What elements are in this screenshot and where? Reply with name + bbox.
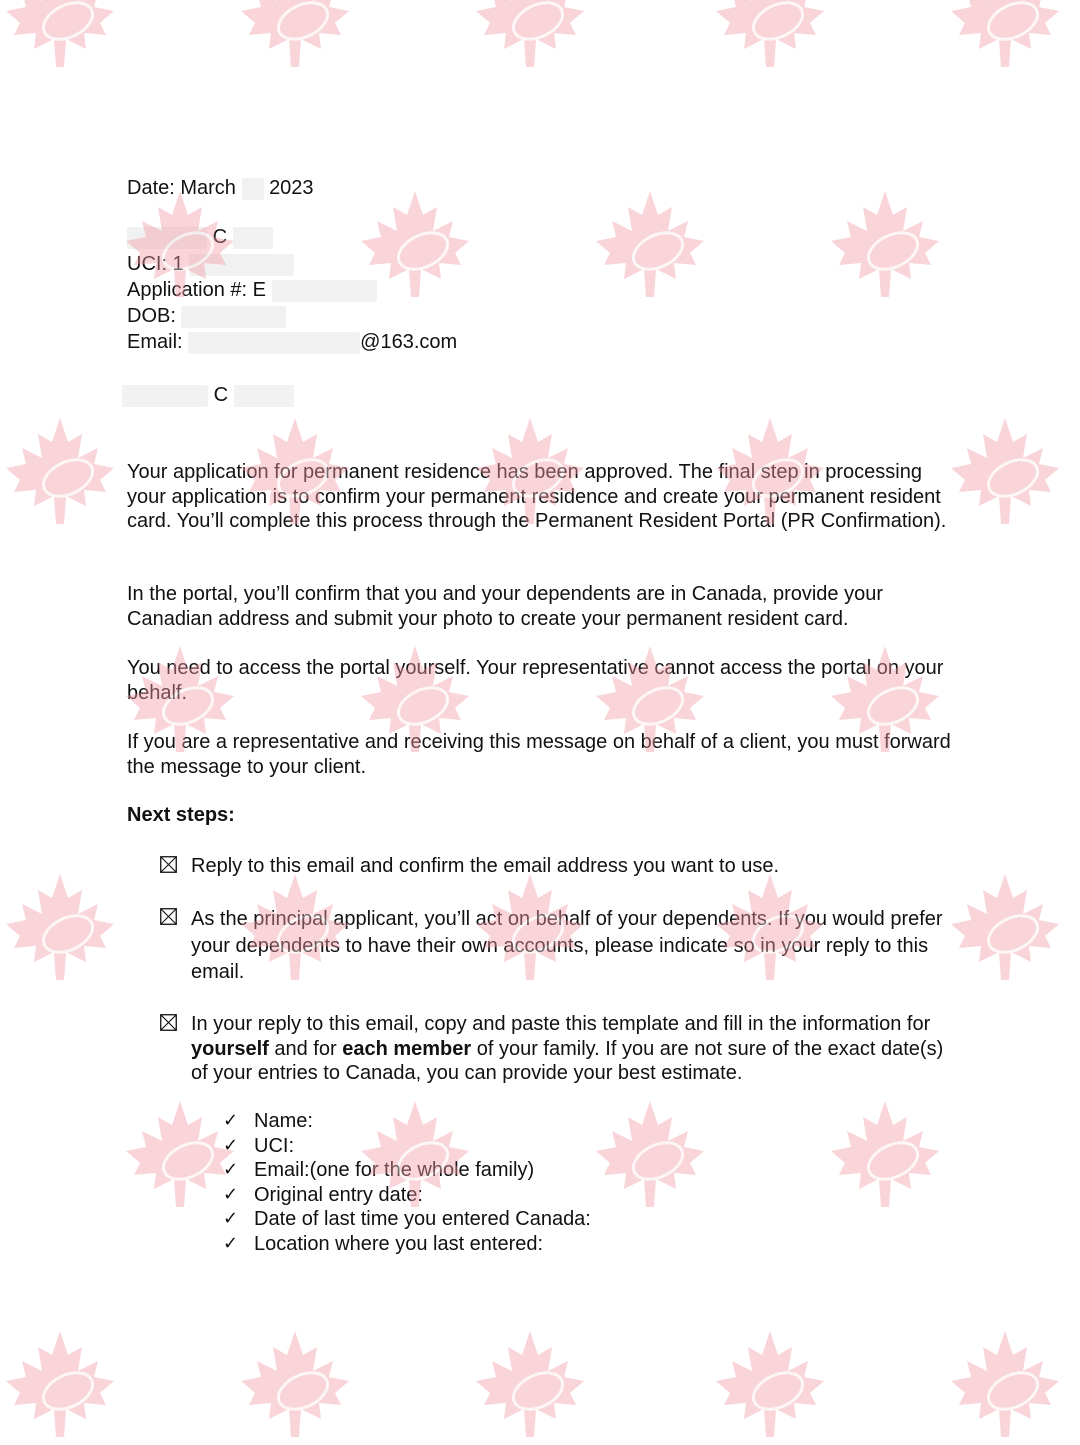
maple-leaf-icon: [945, 1325, 1065, 1445]
email-domain: @163.com: [360, 331, 458, 353]
redacted-second-name: [122, 385, 208, 407]
date-line: [127, 176, 314, 201]
list-item: [223, 1207, 591, 1232]
step-text-template: [191, 1012, 951, 1086]
maple-leaf-icon: [945, 412, 1065, 532]
maple-leaf-icon: [825, 1095, 945, 1215]
redacted-name-end: [233, 227, 273, 249]
next-steps-heading: Next steps:: [127, 804, 235, 826]
maple-leaf-icon: [945, 868, 1065, 988]
redacted-dob: [181, 306, 286, 328]
template-field-last-entry-location: Location where you last entered:: [254, 1232, 544, 1255]
maple-leaf-icon: [710, 1325, 830, 1445]
redacted-day: [242, 178, 264, 200]
uci-line: [127, 252, 294, 277]
maple-leaf-icon: [0, 868, 120, 988]
list-item: [223, 1232, 591, 1257]
step3-bold-yourself: yourself: [191, 1037, 269, 1060]
email-label: Email:: [127, 331, 183, 353]
ballot-box-x-icon: [160, 1014, 177, 1031]
list-item: [223, 1183, 591, 1208]
redacted-uci: [189, 254, 294, 276]
applicant-name-suffix: C: [212, 226, 228, 248]
list-item: [223, 1158, 591, 1183]
ballot-box-x-icon: [160, 856, 177, 873]
maple-leaf-icon: [590, 1095, 710, 1215]
check-mark-icon: ✓: [223, 1232, 239, 1254]
applicant-name-line: [127, 225, 273, 250]
step-text-dependents: As the principal applicant, you’ll act on behalf of your dependents. If you would prefer your dependents to have their own accounts, please indicate so in your reply to this email.: [191, 908, 943, 983]
check-mark-icon: ✓: [223, 1134, 239, 1156]
check-mark-icon: ✓: [223, 1183, 239, 1205]
check-mark-icon: ✓: [223, 1159, 239, 1180]
redacted-email: [188, 332, 360, 354]
application-number-line: [127, 278, 377, 303]
representative-paragraph: If you are a representative and receiving this message on behalf of a client, you must forward the message to your client.: [127, 731, 951, 778]
maple-leaf-icon: [710, 0, 830, 75]
template-field-list: [223, 1109, 591, 1256]
maple-leaf-icon: [470, 0, 590, 75]
maple-leaf-icon: [0, 1325, 120, 1445]
maple-leaf-icon: [470, 1325, 590, 1445]
maple-leaf-icon: [120, 1095, 240, 1215]
step3-text-b: and for: [268, 1037, 343, 1060]
list-item: [223, 1134, 591, 1159]
dob-label: DOB:: [127, 305, 176, 327]
approval-paragraph: Your application for permanent residence has been approved. The final step in processing your application is to confirm your permanent residence and create your permanent resident card. You’ll complete this process through the Permanent Resident Portal (PR Confirmation).: [127, 461, 947, 532]
maple-leaf-icon: [945, 0, 1065, 75]
redacted-second-name-end: [234, 385, 294, 407]
step3-bold-each-member: each member: [342, 1037, 472, 1060]
second-name-line: [122, 383, 294, 408]
step3-text-c: of your family. If you are not sure of the exact date(s) of your entries to Canada, you can provide your best estimate.: [191, 1037, 944, 1084]
maple-leaf-icon: [590, 185, 710, 305]
step-text-reply: Reply to this email and confirm the email address you want to use.: [191, 855, 780, 877]
maple-leaf-icon: [0, 0, 120, 75]
template-field-name: Name:: [254, 1110, 313, 1132]
maple-leaf-icon: [235, 1325, 355, 1445]
dob-line: [127, 304, 286, 329]
template-field-uci: UCI:: [254, 1134, 294, 1157]
template-field-original-entry: Original entry date:: [254, 1183, 423, 1206]
email-line: [127, 330, 457, 355]
uci-label: UCI: 1: [127, 253, 184, 275]
date-label: Date: March: [127, 177, 236, 199]
maple-leaf-icon: [0, 412, 120, 532]
date-year: 2023: [269, 177, 314, 199]
ballot-box-x-icon: [160, 908, 177, 925]
second-name-suffix: C: [213, 384, 229, 406]
template-field-last-entry-date: Date of last time you entered Canada:: [254, 1208, 591, 1230]
maple-leaf-icon: [235, 0, 355, 75]
access-paragraph: You need to access the portal yourself. Your representative cannot access the portal on your behalf.: [127, 657, 944, 704]
portal-paragraph: In the portal, you’ll confirm that you and your dependents are in Canada, provide your Canadian address and submit your photo to create your permanent resident card.: [127, 583, 884, 630]
step3-text-a: In your reply to this email, copy and paste this template and fill in the information for: [191, 1013, 931, 1035]
list-item: [223, 1109, 591, 1134]
redacted-name: [127, 227, 207, 249]
application-label: Application #: E: [127, 279, 266, 301]
maple-leaf-icon: [825, 185, 945, 305]
redacted-application-number: [272, 280, 377, 302]
template-field-email: Email:(one for the whole family): [254, 1159, 535, 1181]
check-mark-icon: ✓: [223, 1208, 239, 1229]
check-mark-icon: ✓: [223, 1110, 239, 1131]
